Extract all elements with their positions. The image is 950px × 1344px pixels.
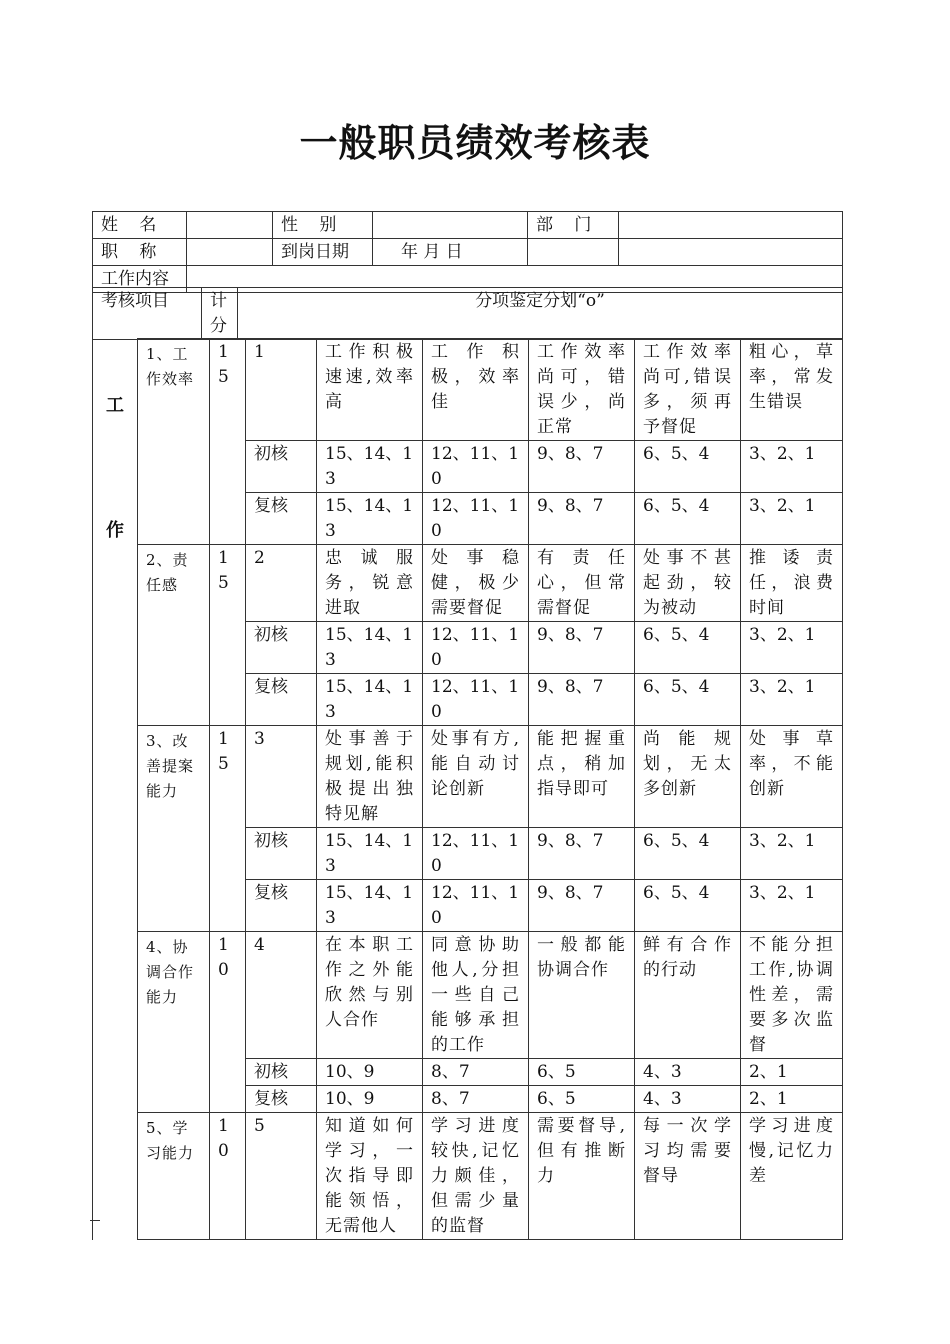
table-row bbox=[93, 1113, 843, 1240]
grade-header: 分项鉴定分划“o” bbox=[238, 288, 843, 340]
score-option[interactable]: 10、9 bbox=[317, 1059, 423, 1086]
grade-description: 处事草率，不能创新 bbox=[741, 726, 843, 828]
grade-description: 能把握重点，稍加指导即可 bbox=[529, 726, 635, 828]
arrival-date-label: 到岗日期 bbox=[273, 239, 373, 266]
score-option[interactable]: 6、5、4 bbox=[635, 441, 741, 493]
level-number: 5 bbox=[246, 1113, 317, 1240]
score-option[interactable]: 12、11、10 bbox=[423, 622, 529, 674]
score-option[interactable]: 15、14、13 bbox=[317, 441, 423, 493]
name-field[interactable] bbox=[187, 212, 273, 239]
score-option[interactable]: 2、1 bbox=[741, 1059, 843, 1086]
basic-info-table bbox=[92, 211, 843, 293]
score-option[interactable]: 12、11、10 bbox=[423, 674, 529, 726]
item-score: 10 bbox=[210, 932, 246, 1113]
grade-description: 处事有方,能自动讨论创新 bbox=[423, 726, 529, 828]
score-option[interactable]: 6、5、4 bbox=[635, 493, 741, 545]
score-option[interactable]: 8、7 bbox=[423, 1086, 529, 1113]
grade-description: 学习进度较快,记忆力颇佳，但需少量的监督 bbox=[423, 1113, 529, 1240]
score-option[interactable]: 15、14、13 bbox=[317, 880, 423, 932]
table-row bbox=[93, 726, 843, 828]
grade-description: 一般都能协调合作 bbox=[529, 932, 635, 1059]
name-label: 姓 名 bbox=[93, 212, 187, 239]
score-option[interactable]: 9、8、7 bbox=[529, 622, 635, 674]
gender-field[interactable] bbox=[373, 212, 528, 239]
category-label: 工作 bbox=[93, 339, 138, 1240]
item-score: 15 bbox=[210, 545, 246, 726]
score-option[interactable]: 3、2、1 bbox=[741, 622, 843, 674]
score-option[interactable]: 6、5、4 bbox=[635, 674, 741, 726]
level-number: 2 bbox=[246, 545, 317, 622]
gender-label: 性 别 bbox=[273, 212, 373, 239]
grade-description: 鲜有合作的行动 bbox=[635, 932, 741, 1059]
score-option[interactable]: 6、5、4 bbox=[635, 880, 741, 932]
blank-cell bbox=[619, 239, 843, 266]
first-review-label: 初核 bbox=[246, 828, 317, 880]
second-review-label: 复核 bbox=[246, 1086, 317, 1113]
dept-label: 部 门 bbox=[528, 212, 619, 239]
item-score: 10 bbox=[210, 1113, 246, 1240]
grade-description: 需要督导,但有推断力 bbox=[529, 1113, 635, 1240]
score-option[interactable]: 9、8、7 bbox=[529, 441, 635, 493]
work-content-label: 工作内容 bbox=[93, 266, 187, 293]
grade-description: 忠诚服务，锐意进取 bbox=[317, 545, 423, 622]
score-option[interactable]: 9、8、7 bbox=[529, 493, 635, 545]
score-option[interactable]: 12、11、10 bbox=[423, 493, 529, 545]
blank-cell bbox=[528, 239, 619, 266]
score-option[interactable]: 15、14、13 bbox=[317, 828, 423, 880]
score-option[interactable]: 15、14、13 bbox=[317, 674, 423, 726]
grade-description: 工作效率尚可,错误多，须再予督促 bbox=[635, 339, 741, 441]
score-option[interactable]: 12、11、10 bbox=[423, 828, 529, 880]
page-edge-mark bbox=[90, 1220, 100, 1221]
rank-field[interactable] bbox=[187, 239, 273, 266]
item-header: 考核项目 bbox=[93, 288, 202, 340]
score-option[interactable]: 3、2、1 bbox=[741, 493, 843, 545]
table-row bbox=[93, 545, 843, 622]
score-option[interactable]: 12、11、10 bbox=[423, 880, 529, 932]
score-option[interactable]: 2、1 bbox=[741, 1086, 843, 1113]
score-option[interactable]: 3、2、1 bbox=[741, 441, 843, 493]
level-number: 3 bbox=[246, 726, 317, 828]
assessment-header-table bbox=[92, 287, 843, 340]
grade-description: 推诿责任，浪费时间 bbox=[741, 545, 843, 622]
item-name: 3、改善提案能力 bbox=[138, 726, 210, 932]
score-option[interactable]: 6、5 bbox=[529, 1059, 635, 1086]
level-number: 4 bbox=[246, 932, 317, 1059]
score-option[interactable]: 9、8、7 bbox=[529, 828, 635, 880]
score-option[interactable]: 15、14、13 bbox=[317, 493, 423, 545]
score-option[interactable]: 15、14、13 bbox=[317, 622, 423, 674]
arrival-date-field[interactable]: 年 月 日 bbox=[373, 239, 528, 266]
score-option[interactable]: 4、3 bbox=[635, 1059, 741, 1086]
item-name: 5、学习能力 bbox=[138, 1113, 210, 1240]
dept-field[interactable] bbox=[619, 212, 843, 239]
score-option[interactable]: 10、9 bbox=[317, 1086, 423, 1113]
grade-description: 同意协助他人,分担一些自己能够承担的工作 bbox=[423, 932, 529, 1059]
score-option[interactable]: 3、2、1 bbox=[741, 828, 843, 880]
score-option[interactable]: 3、2、1 bbox=[741, 880, 843, 932]
table-row bbox=[93, 932, 843, 1059]
score-option[interactable]: 12、11、10 bbox=[423, 441, 529, 493]
score-option[interactable]: 6、5、4 bbox=[635, 622, 741, 674]
score-option[interactable]: 9、8、7 bbox=[529, 880, 635, 932]
rank-label: 职 称 bbox=[93, 239, 187, 266]
first-review-label: 初核 bbox=[246, 1059, 317, 1086]
grade-description: 处事不甚起劲，较为被动 bbox=[635, 545, 741, 622]
score-option[interactable]: 3、2、1 bbox=[741, 674, 843, 726]
grade-description: 工作积极速速,效率高 bbox=[317, 339, 423, 441]
grade-description: 有责任心，但常需督促 bbox=[529, 545, 635, 622]
score-option[interactable]: 6、5、4 bbox=[635, 828, 741, 880]
grade-description: 尚能规划，无太多创新 bbox=[635, 726, 741, 828]
score-option[interactable]: 6、5 bbox=[529, 1086, 635, 1113]
grade-description: 知道如何学习，一次指导即能领悟，无需他人 bbox=[317, 1113, 423, 1240]
second-review-label: 复核 bbox=[246, 493, 317, 545]
score-option[interactable]: 4、3 bbox=[635, 1086, 741, 1113]
grade-description: 每一次学习均需要督导 bbox=[635, 1113, 741, 1240]
score-header: 计分 bbox=[202, 288, 238, 340]
score-option[interactable]: 9、8、7 bbox=[529, 674, 635, 726]
grade-description: 在本职工作之外能欣然与别人合作 bbox=[317, 932, 423, 1059]
grade-description: 工作效率尚可，错误少，尚正常 bbox=[529, 339, 635, 441]
page-title: 一般职员绩效考核表 bbox=[299, 121, 651, 165]
item-score: 15 bbox=[210, 339, 246, 545]
item-name: 4、协调合作能力 bbox=[138, 932, 210, 1113]
first-review-label: 初核 bbox=[246, 441, 317, 493]
table-row bbox=[93, 339, 843, 441]
second-review-label: 复核 bbox=[246, 674, 317, 726]
assessment-table bbox=[92, 338, 843, 1240]
item-name: 1、工作效率 bbox=[138, 339, 210, 545]
grade-description: 工作积极，效率佳 bbox=[423, 339, 529, 441]
item-name: 2、责任感 bbox=[138, 545, 210, 726]
grade-description: 处事稳健，极少需要督促 bbox=[423, 545, 529, 622]
first-review-label: 初核 bbox=[246, 622, 317, 674]
grade-description: 不能分担工作,协调性差，需要多次监督 bbox=[741, 932, 843, 1059]
grade-description: 粗心，草率，常发生错误 bbox=[741, 339, 843, 441]
grade-description: 学习进度慢,记忆力差 bbox=[741, 1113, 843, 1240]
item-score: 15 bbox=[210, 726, 246, 932]
score-option[interactable]: 8、7 bbox=[423, 1059, 529, 1086]
level-number: 1 bbox=[246, 339, 317, 441]
grade-description: 处事善于规划,能积极提出独特见解 bbox=[317, 726, 423, 828]
second-review-label: 复核 bbox=[246, 880, 317, 932]
